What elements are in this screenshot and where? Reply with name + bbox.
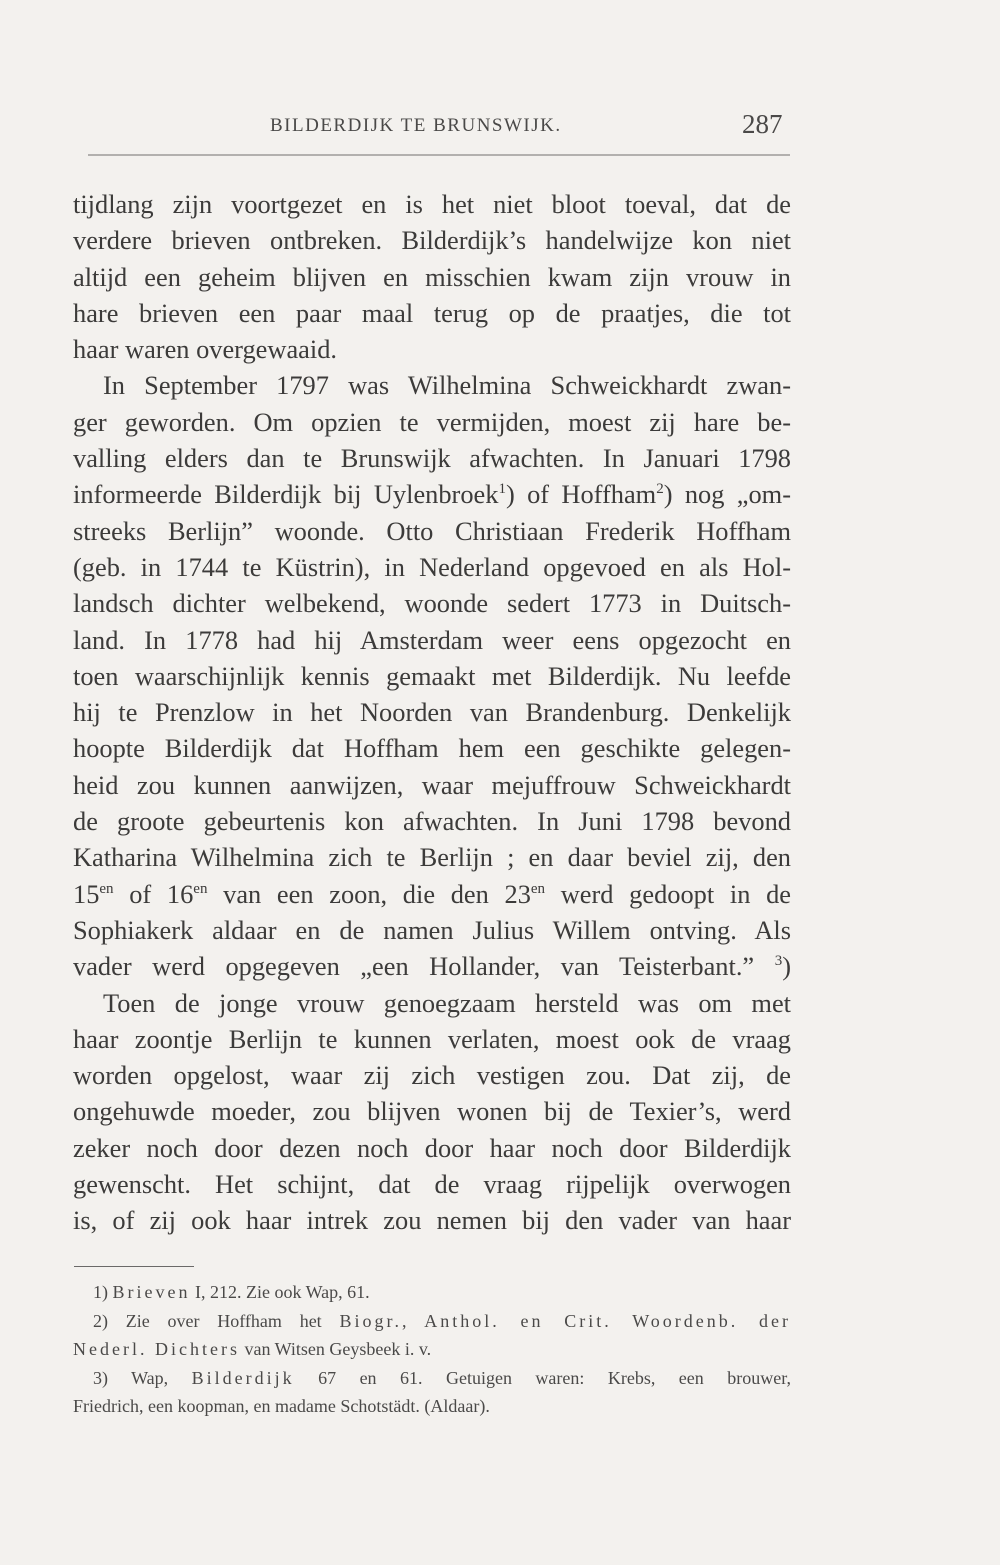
text-line: ger geworden. Om opzien te vermijden, moest zij hare be- xyxy=(73,406,791,437)
footnote-2 xyxy=(73,1307,791,1336)
footnote-1 xyxy=(73,1278,791,1307)
text-line xyxy=(73,876,791,912)
line-segment: werd gedoopt in de xyxy=(545,878,791,909)
footnote-title: Bilderdijk xyxy=(191,1367,295,1388)
text-line xyxy=(73,476,791,512)
text-line: gewenscht. Het schijnt, dat de vraag rijpelijk overwogen xyxy=(73,1169,791,1200)
text-line: toen waarschijnlijk kennis gemaakt met Bilderdijk. Nu leefde xyxy=(73,660,791,691)
footnote-label: 1) xyxy=(93,1282,113,1302)
text-line: is, of zij ook haar intrek zou nemen bij den vader van haar xyxy=(73,1205,791,1236)
line-segment: informeerde Bilderdijk bij Uylenbroek xyxy=(73,479,499,510)
line-segment: 15 xyxy=(73,878,100,909)
footnote-text: , xyxy=(401,1310,425,1331)
line-segment: van een zoon, die den 23 xyxy=(207,878,531,909)
text-line: haar zoontje Berlijn te kunnen verlaten, moest ook de vraag xyxy=(73,1023,791,1054)
line-segment: of 16 xyxy=(113,878,194,909)
text-line: (geb. in 1744 te Küstrin), in Nederland opgevoed en als Hol- xyxy=(73,551,791,582)
text-line: Katharina Wilhelmina zich te Berlijn ; en daar beviel zij, den xyxy=(73,842,791,873)
text-line: haar waren overgewaaid. xyxy=(73,334,338,365)
footnote-title: Brieven xyxy=(112,1282,191,1302)
text-line: In September 1797 was Wilhelmina Schweickhardt zwan- xyxy=(103,370,791,401)
text-line: valling elders dan te Brunswijk afwachten. In Januari 1798 xyxy=(73,443,791,474)
footnote-title: Anthol. en Crit. Woordenb. der xyxy=(424,1310,792,1331)
text-line: hare brieven een paar maal terug op de praatjes, die tot xyxy=(73,297,791,328)
footnote-text: 67 en 61. Getuigen waren: Krebs, een brouwer, xyxy=(294,1367,791,1388)
footnote-text: 3) Wap, xyxy=(93,1367,192,1388)
footnote-text: van Witsen Geysbeek i. v. xyxy=(239,1339,432,1359)
text-line: Toen de jonge vrouw genoegzaam hersteld was om met xyxy=(103,987,791,1018)
footnote-3-cont: Friedrich, een koopman, en madame Schotstädt. (Aldaar). xyxy=(73,1396,490,1416)
text-line: de groote gebeurtenis kon afwachten. In Juni 1798 bevond xyxy=(73,806,791,837)
footnote-marker: 3 xyxy=(774,953,783,970)
line-segment: ) nog „om- xyxy=(663,479,791,510)
footnote-marker: 1 xyxy=(498,481,506,498)
text-line: land. In 1778 had hij Amsterdam weer eens opgezocht en xyxy=(73,624,791,655)
footnote-2-cont xyxy=(73,1335,791,1364)
ordinal-suffix: en xyxy=(193,880,208,897)
text-line: hij te Prenzlow in het Noorden van Brandenburg. Denkelijk xyxy=(73,697,791,728)
line-segment: ) xyxy=(782,951,791,982)
line-segment: ) of Hoffham xyxy=(505,479,657,510)
text-line xyxy=(73,948,791,984)
wavy-rule-divider xyxy=(88,150,790,160)
text-line: zeker noch door dezen noch door haar noch door Bilderdijk xyxy=(73,1132,791,1163)
footnote-text: I, 212. Zie ook Wap, 61. xyxy=(190,1282,370,1302)
footnote-title: Nederl. Dichters xyxy=(73,1339,240,1359)
footnote-marker: 2 xyxy=(656,481,664,498)
footnote-text: 2) Zie over Hoffham het xyxy=(93,1310,340,1331)
text-line: landsch dichter welbekend, woonde sedert 1773 in Duitsch- xyxy=(73,588,791,619)
footnotes xyxy=(73,1278,791,1421)
text-line: streeks Berlijn” woonde. Otto Christiaan Frederik Hoffham xyxy=(73,515,791,546)
footnote-title: Biogr. xyxy=(339,1310,402,1331)
body-text xyxy=(73,186,791,1239)
ordinal-suffix: en xyxy=(99,880,114,897)
text-line: tijdlang zijn voortgezet en is het niet bloot toeval, dat de xyxy=(73,189,791,219)
text-line: Sophiakerk aldaar en de namen Julius Willem ontving. Als xyxy=(73,914,791,945)
text-line: altijd een geheim blijven en misschien kwam zijn vrouw in xyxy=(73,261,791,292)
ordinal-suffix: en xyxy=(530,880,546,897)
running-head: BILDERDIJK TE BRUNSWIJK. xyxy=(270,115,562,136)
text-line: verdere brieven ontbreken. Bilderdijk’s handelwijze kon niet xyxy=(73,225,791,256)
footnote-divider xyxy=(74,1266,194,1267)
page-number: 287 xyxy=(742,109,783,139)
text-line: hoopte Bilderdijk dat Hoffham hem een geschikte gelegen- xyxy=(73,733,791,764)
line-segment: vader werd opgegeven „een Hollander, van Teisterbant.” xyxy=(73,951,755,982)
text-line: heid zou kunnen aanwijzen, waar mejuffrouw Schweickhardt xyxy=(73,769,791,800)
text-line: ongehuwde moeder, zou blijven wonen bij de Texier’s, werd xyxy=(73,1096,791,1127)
text-line: worden opgelost, waar zij zich vestigen zou. Dat zij, de xyxy=(73,1060,791,1091)
footnote-3 xyxy=(73,1364,791,1393)
